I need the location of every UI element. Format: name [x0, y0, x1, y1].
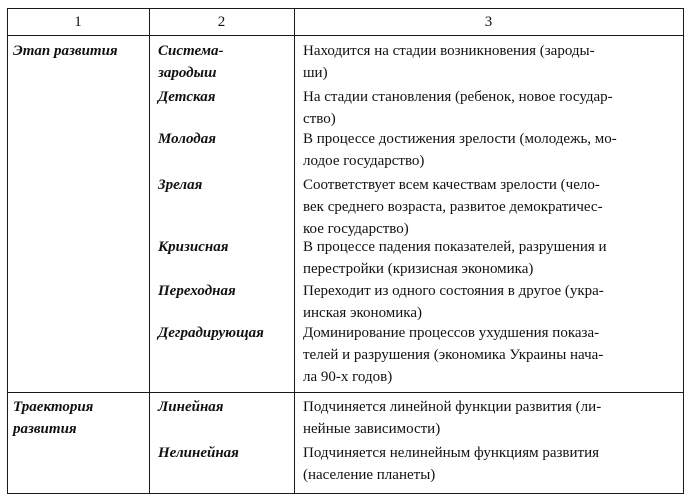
- classification-table: [7, 8, 684, 494]
- description-line: На стадии становления (ребенок, новое государ-: [303, 89, 613, 105]
- description-line: ла 90-х годов): [303, 369, 393, 385]
- development-type-label: Молодая: [158, 131, 216, 147]
- header-col-3: 3: [484, 14, 493, 30]
- header-bottom-border: [7, 35, 684, 36]
- description-line: век среднего возраста, развитое демократичес-: [303, 199, 603, 215]
- group-divider: [7, 392, 684, 393]
- development-type-label: Кризисная: [158, 239, 229, 255]
- column-divider-1: [149, 8, 150, 494]
- group-label-line: Этап развития: [13, 43, 118, 59]
- description-line: ши): [303, 65, 328, 81]
- description-line: телей и разрушения (экономика Украины нача-: [303, 347, 604, 363]
- development-type-label: Нелинейная: [158, 445, 239, 461]
- description-line: Соответствует всем качествам зрелости (чело-: [303, 177, 600, 193]
- development-type-label: Зрелая: [158, 177, 203, 193]
- description-line: (население планеты): [303, 467, 436, 483]
- table-top-border: [7, 8, 684, 9]
- description-line: инская экономика): [303, 305, 423, 321]
- group-label-line: развития: [13, 421, 77, 437]
- description-line: перестройки (кризисная экономика): [303, 261, 534, 277]
- header-col-1: 1: [74, 14, 82, 30]
- description-line: В процессе падения показателей, разрушения и: [303, 239, 607, 255]
- description-line: Находится на стадии возникновения (зароды-: [303, 43, 595, 59]
- table-left-border: [7, 8, 8, 494]
- development-type-label: Система-: [158, 43, 224, 59]
- development-type-label: Переходная: [158, 283, 236, 299]
- description-line: кое государство): [303, 221, 409, 237]
- group-label-line: Траектория: [13, 399, 94, 415]
- description-line: Подчиняется линейной функции развития (ли-: [303, 399, 602, 415]
- development-type-label: зародыш: [158, 65, 217, 81]
- column-divider-2: [294, 8, 295, 494]
- table-right-border: [683, 8, 684, 494]
- description-line: В процессе достижения зрелости (молодежь, мо-: [303, 131, 617, 147]
- description-line: лодое государство): [303, 153, 425, 169]
- description-line: Переходит из одного состояния в другое (укра-: [303, 283, 604, 299]
- description-line: Подчиняется нелинейным функциям развития: [303, 445, 600, 461]
- description-line: нейные зависимости): [303, 421, 441, 437]
- description-line: ство): [303, 111, 336, 127]
- table-bottom-border: [7, 493, 684, 494]
- development-type-label: Линейная: [158, 399, 224, 415]
- header-col-2: 2: [217, 14, 226, 30]
- development-type-label: Детская: [158, 89, 216, 105]
- description-line: Доминирование процессов ухудшения показа-: [303, 325, 600, 341]
- development-type-label: Деградирующая: [158, 325, 264, 341]
